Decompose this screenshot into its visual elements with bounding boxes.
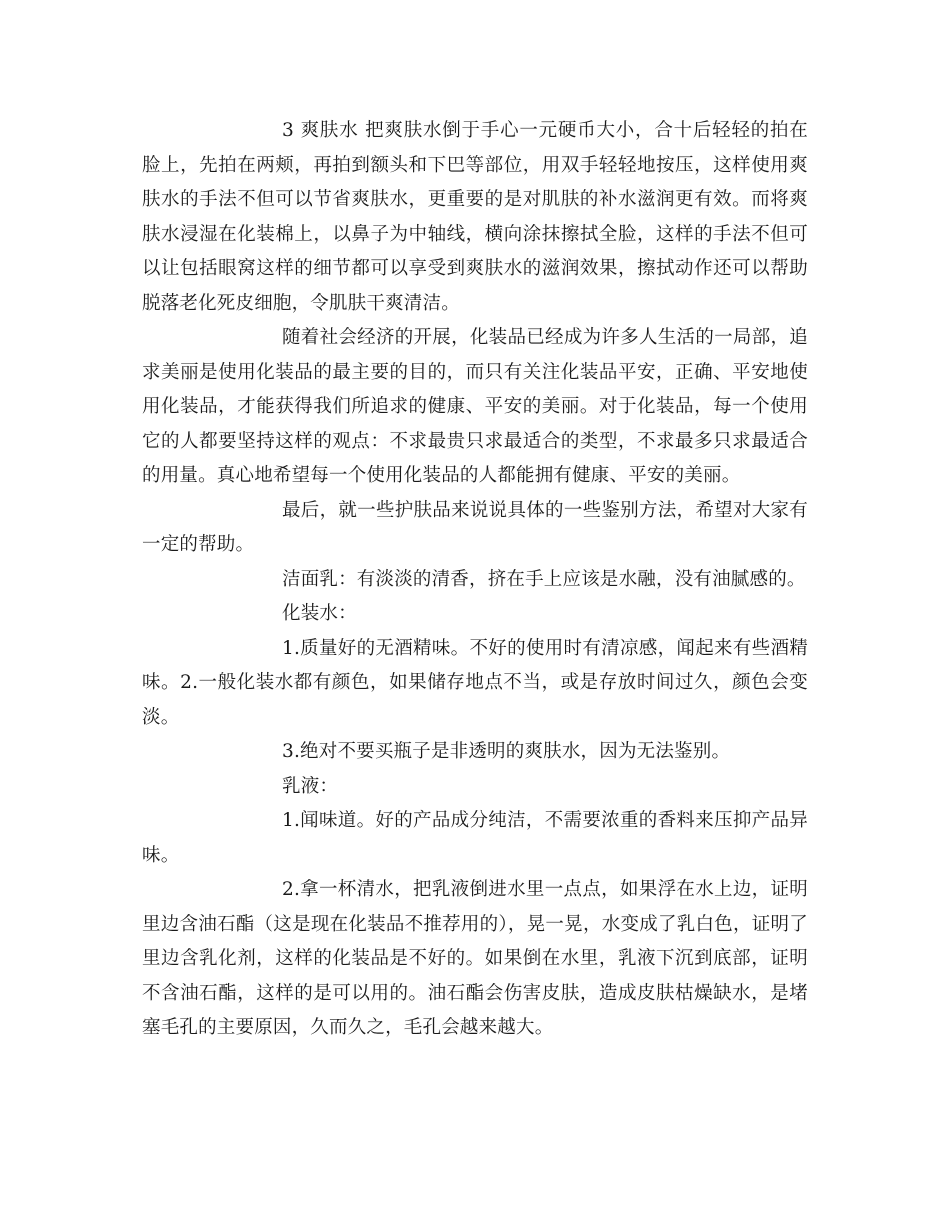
paragraph-lotion-tip-2: 2.拿一杯清水，把乳液倒进水里一点点，如果浮在水上边，证明里边含油石酯（这是现在化装品不推荐用的），晃一晃，水变成了乳白色，证明了里边含乳化剂，这样的化装品是不好的。如果倒在水里，乳液下沉到底部，证明不含油石酯，这样的是可以用的。油石酯会伤害皮肤，造成皮肤枯燥缺水，是堵塞毛孔的主要原因，久而久之，毛孔会越来越大。 (142, 879, 808, 1038)
paragraph-toner-tips-1-2: 1.质量好的无酒精味。不好的使用时有清凉感，闻起来有些酒精味。2.一般化装水都有颜色，如果储存地点不当，或是存放时间过久，颜色会变淡。 (142, 637, 808, 728)
document-body (142, 114, 808, 1046)
heading-lotion: 乳液： (282, 775, 339, 797)
paragraph-lotion-tip-1: 1.闻味道。好的产品成分纯洁，不需要浓重的香料来压抑产品异味。 (142, 810, 808, 866)
heading-toner: 化装水： (282, 603, 357, 624)
paragraph-toner-tip-3: 3.绝对不要买瓶子是非透明的爽肤水，因为无法鉴别。 (282, 741, 731, 762)
paragraph-identification-intro: 最后，就一些护肤品来说说具体的一些鉴别方法，希望对大家有一定的帮助。 (142, 499, 808, 555)
paragraph-cleanser: 洁面乳：有淡淡的清香，挤在手上应该是水融，没有油腻感的。 (282, 568, 806, 590)
paragraph-cosmetics-safety: 随着社会经济的开展，化装品已经成为许多人生活的一局部，追求美丽是使用化装品的最主要的目的，而只有关注化装品平安，正确、平安地使用化装品，才能获得我们所追求的健康、平安的美丽。对于化装品，每一个使用它的人都要坚持这样的观点：不求最贵只求最适合的类型，不求最多只求最适合的用量。真心地希望每一个使用化装品的人都能拥有健康、平安的美丽。 (142, 327, 808, 486)
paragraph-toner-usage: 3 爽肤水 把爽肤水倒于手心一元硬币大小，合十后轻轻的拍在脸上，先拍在两颊，再拍到额头和下巴等部位，用双手轻轻地按压，这样使用爽肤水的手法不但可以节省爽肤水，更重要的是对肌肤的补水滋润更有效。而将爽肤水浸湿在化装棉上，以鼻子为中轴线，横向涂抹擦拭全脸，这样的手法不但可以让包括眼窝这样的细节都可以享受到爽肤水的滋润效果，擦拭动作还可以帮助脱落老化死皮细胞，令肌肤干爽清洁。 (142, 120, 808, 314)
